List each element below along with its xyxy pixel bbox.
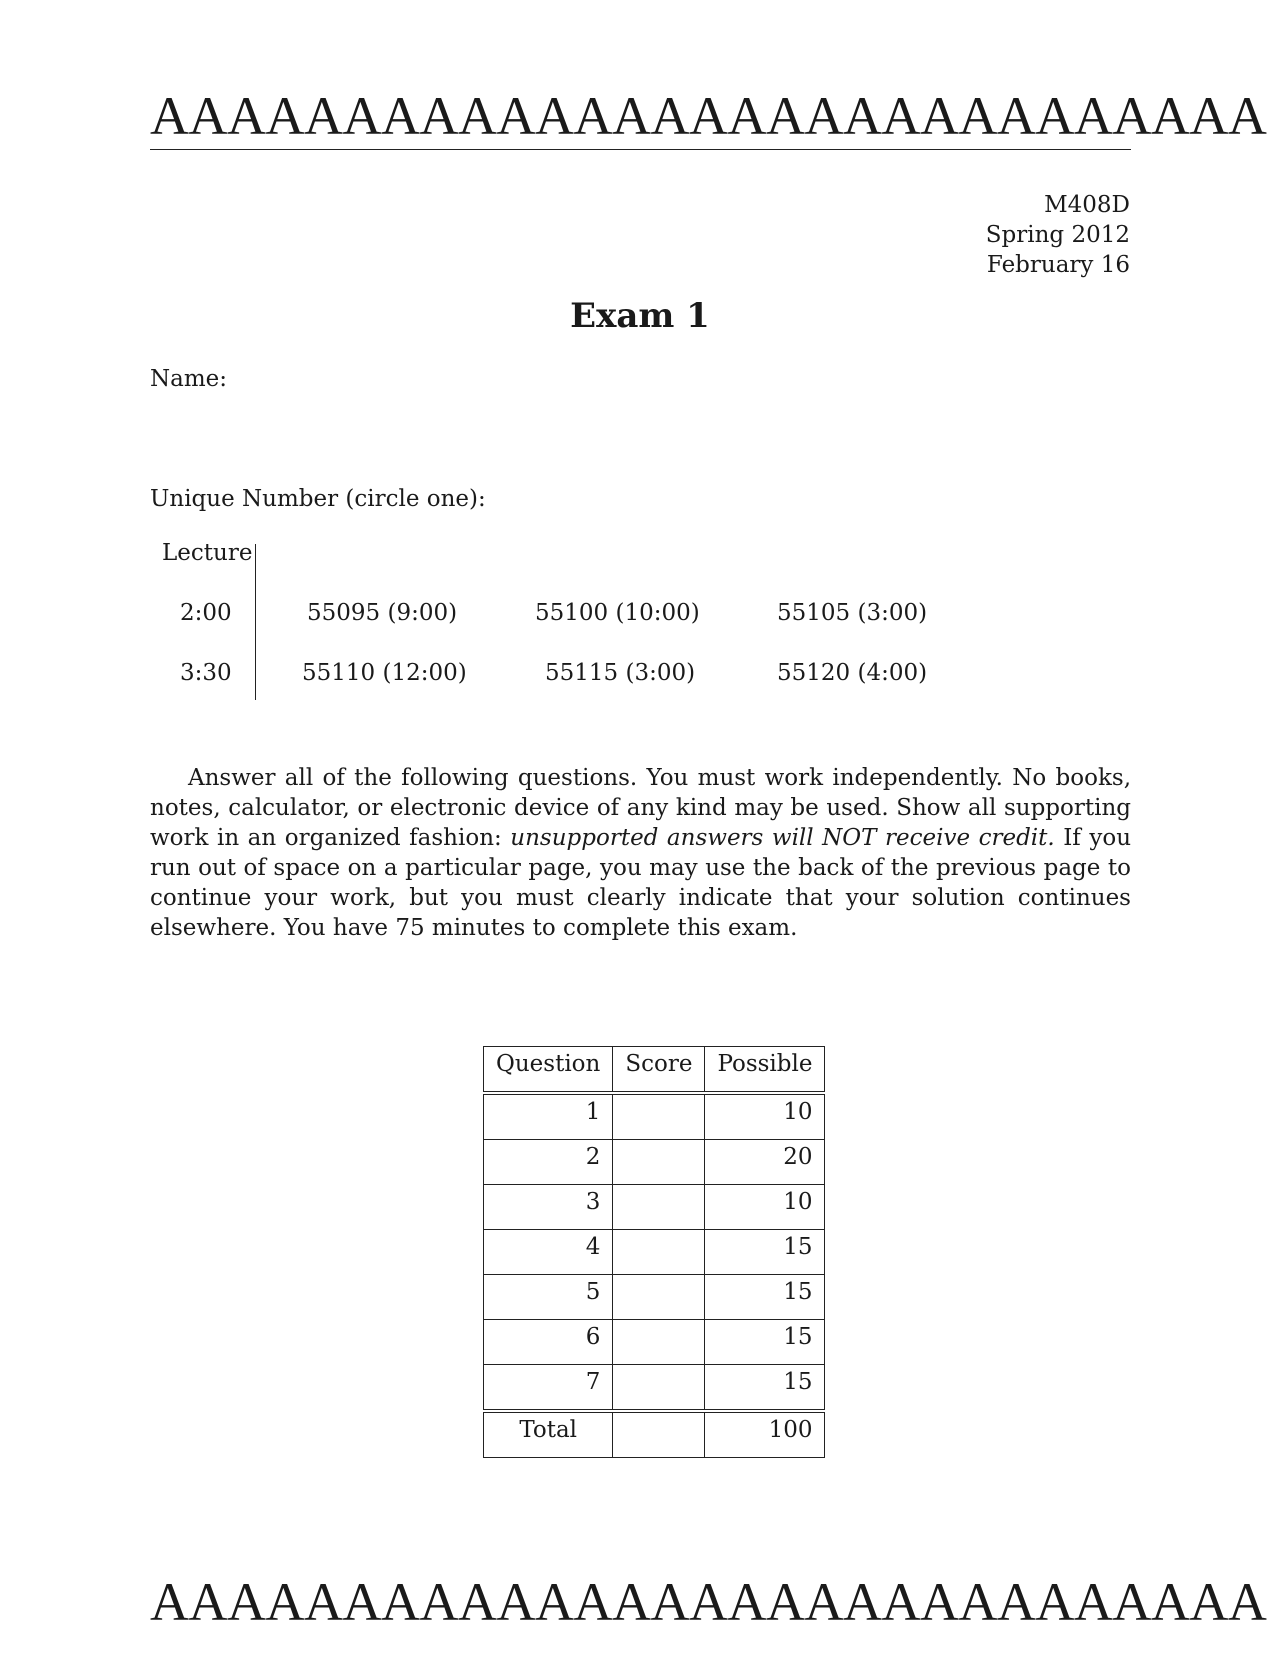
lecture-grid: [150, 540, 950, 700]
score-cell: [613, 1093, 705, 1140]
score-cell: [613, 1185, 705, 1230]
score-cell: [613, 1230, 705, 1275]
table-row: [484, 1230, 825, 1275]
unique-number-option[interactable]: 55115 (3:00): [545, 660, 696, 686]
score-cell: [613, 1140, 705, 1185]
header-rule: [150, 149, 1131, 150]
name-label: Name:: [150, 366, 228, 392]
table-row: [484, 1185, 825, 1230]
table-row: [484, 1093, 825, 1140]
column-header-question: Question: [484, 1047, 613, 1094]
term: Spring 2012: [985, 222, 1130, 248]
column-header-possible: Possible: [705, 1047, 825, 1094]
question-number: 6: [484, 1320, 613, 1365]
table-row: [484, 1365, 825, 1412]
possible-points: 10: [705, 1093, 825, 1140]
score-cell: [613, 1365, 705, 1412]
unique-number-option[interactable]: 55095 (9:00): [307, 600, 458, 626]
exam-instructions: [150, 763, 1131, 943]
total-row: [484, 1411, 825, 1458]
score-cell: [613, 1320, 705, 1365]
instructions-text-end: If you run out of space on a particular page, you may use the back of the previous page to continue your work, but you must clearly indicate that your solution continues elsewhere. You have 75 minutes to complete this exam.: [150, 825, 1132, 941]
total-possible: 100: [705, 1411, 825, 1458]
possible-points: 15: [705, 1320, 825, 1365]
question-number: 4: [484, 1230, 613, 1275]
question-number: 2: [484, 1140, 613, 1185]
unique-number-option[interactable]: 55100 (10:00): [535, 600, 700, 626]
unique-number-option[interactable]: 55120 (4:00): [777, 660, 928, 686]
table-header-row: [484, 1047, 825, 1094]
total-label: Total: [484, 1411, 613, 1458]
question-number: 7: [484, 1365, 613, 1412]
exam-meta: [986, 190, 1130, 280]
question-number: 3: [484, 1185, 613, 1230]
lecture-time: 2:00: [180, 600, 232, 626]
possible-points: 15: [705, 1230, 825, 1275]
table-row: [484, 1140, 825, 1185]
question-number: 1: [484, 1093, 613, 1140]
question-number: 5: [484, 1275, 613, 1320]
score-table: [483, 1046, 825, 1458]
lecture-divider: [255, 544, 256, 700]
footer-banner: AAAAAAAAAAAAAAAAAAAAAAAAAAAAA: [150, 1572, 1267, 1632]
lecture-time: 3:30: [180, 660, 232, 686]
course-code: M408D: [1044, 192, 1130, 218]
page-title: Exam 1: [570, 296, 710, 336]
possible-points: 15: [705, 1365, 825, 1412]
unique-number-option[interactable]: 55105 (3:00): [777, 600, 928, 626]
lecture-header: Lecture: [162, 540, 253, 566]
column-header-score: Score: [613, 1047, 705, 1094]
possible-points: 10: [705, 1185, 825, 1230]
exam-date: February 16: [986, 252, 1130, 278]
possible-points: 15: [705, 1275, 825, 1320]
instructions-emphasis: unsupported answers will NOT receive credit.: [510, 825, 1055, 851]
header-banner: AAAAAAAAAAAAAAAAAAAAAAAAAAAAA: [150, 86, 1267, 146]
possible-points: 20: [705, 1140, 825, 1185]
score-cell: [613, 1275, 705, 1320]
table-row: [484, 1320, 825, 1365]
total-score-cell: [613, 1411, 705, 1458]
unique-number-option[interactable]: 55110 (12:00): [302, 660, 467, 686]
instructions-text: Answer all of the following questions. You must work independently. No books, notes, calculator, or electronic device of any kind may be used. Show all supporting work in an organized fashion:: [150, 765, 1131, 851]
table-row: [484, 1275, 825, 1320]
unique-number-label: Unique Number (circle one):: [150, 486, 486, 512]
